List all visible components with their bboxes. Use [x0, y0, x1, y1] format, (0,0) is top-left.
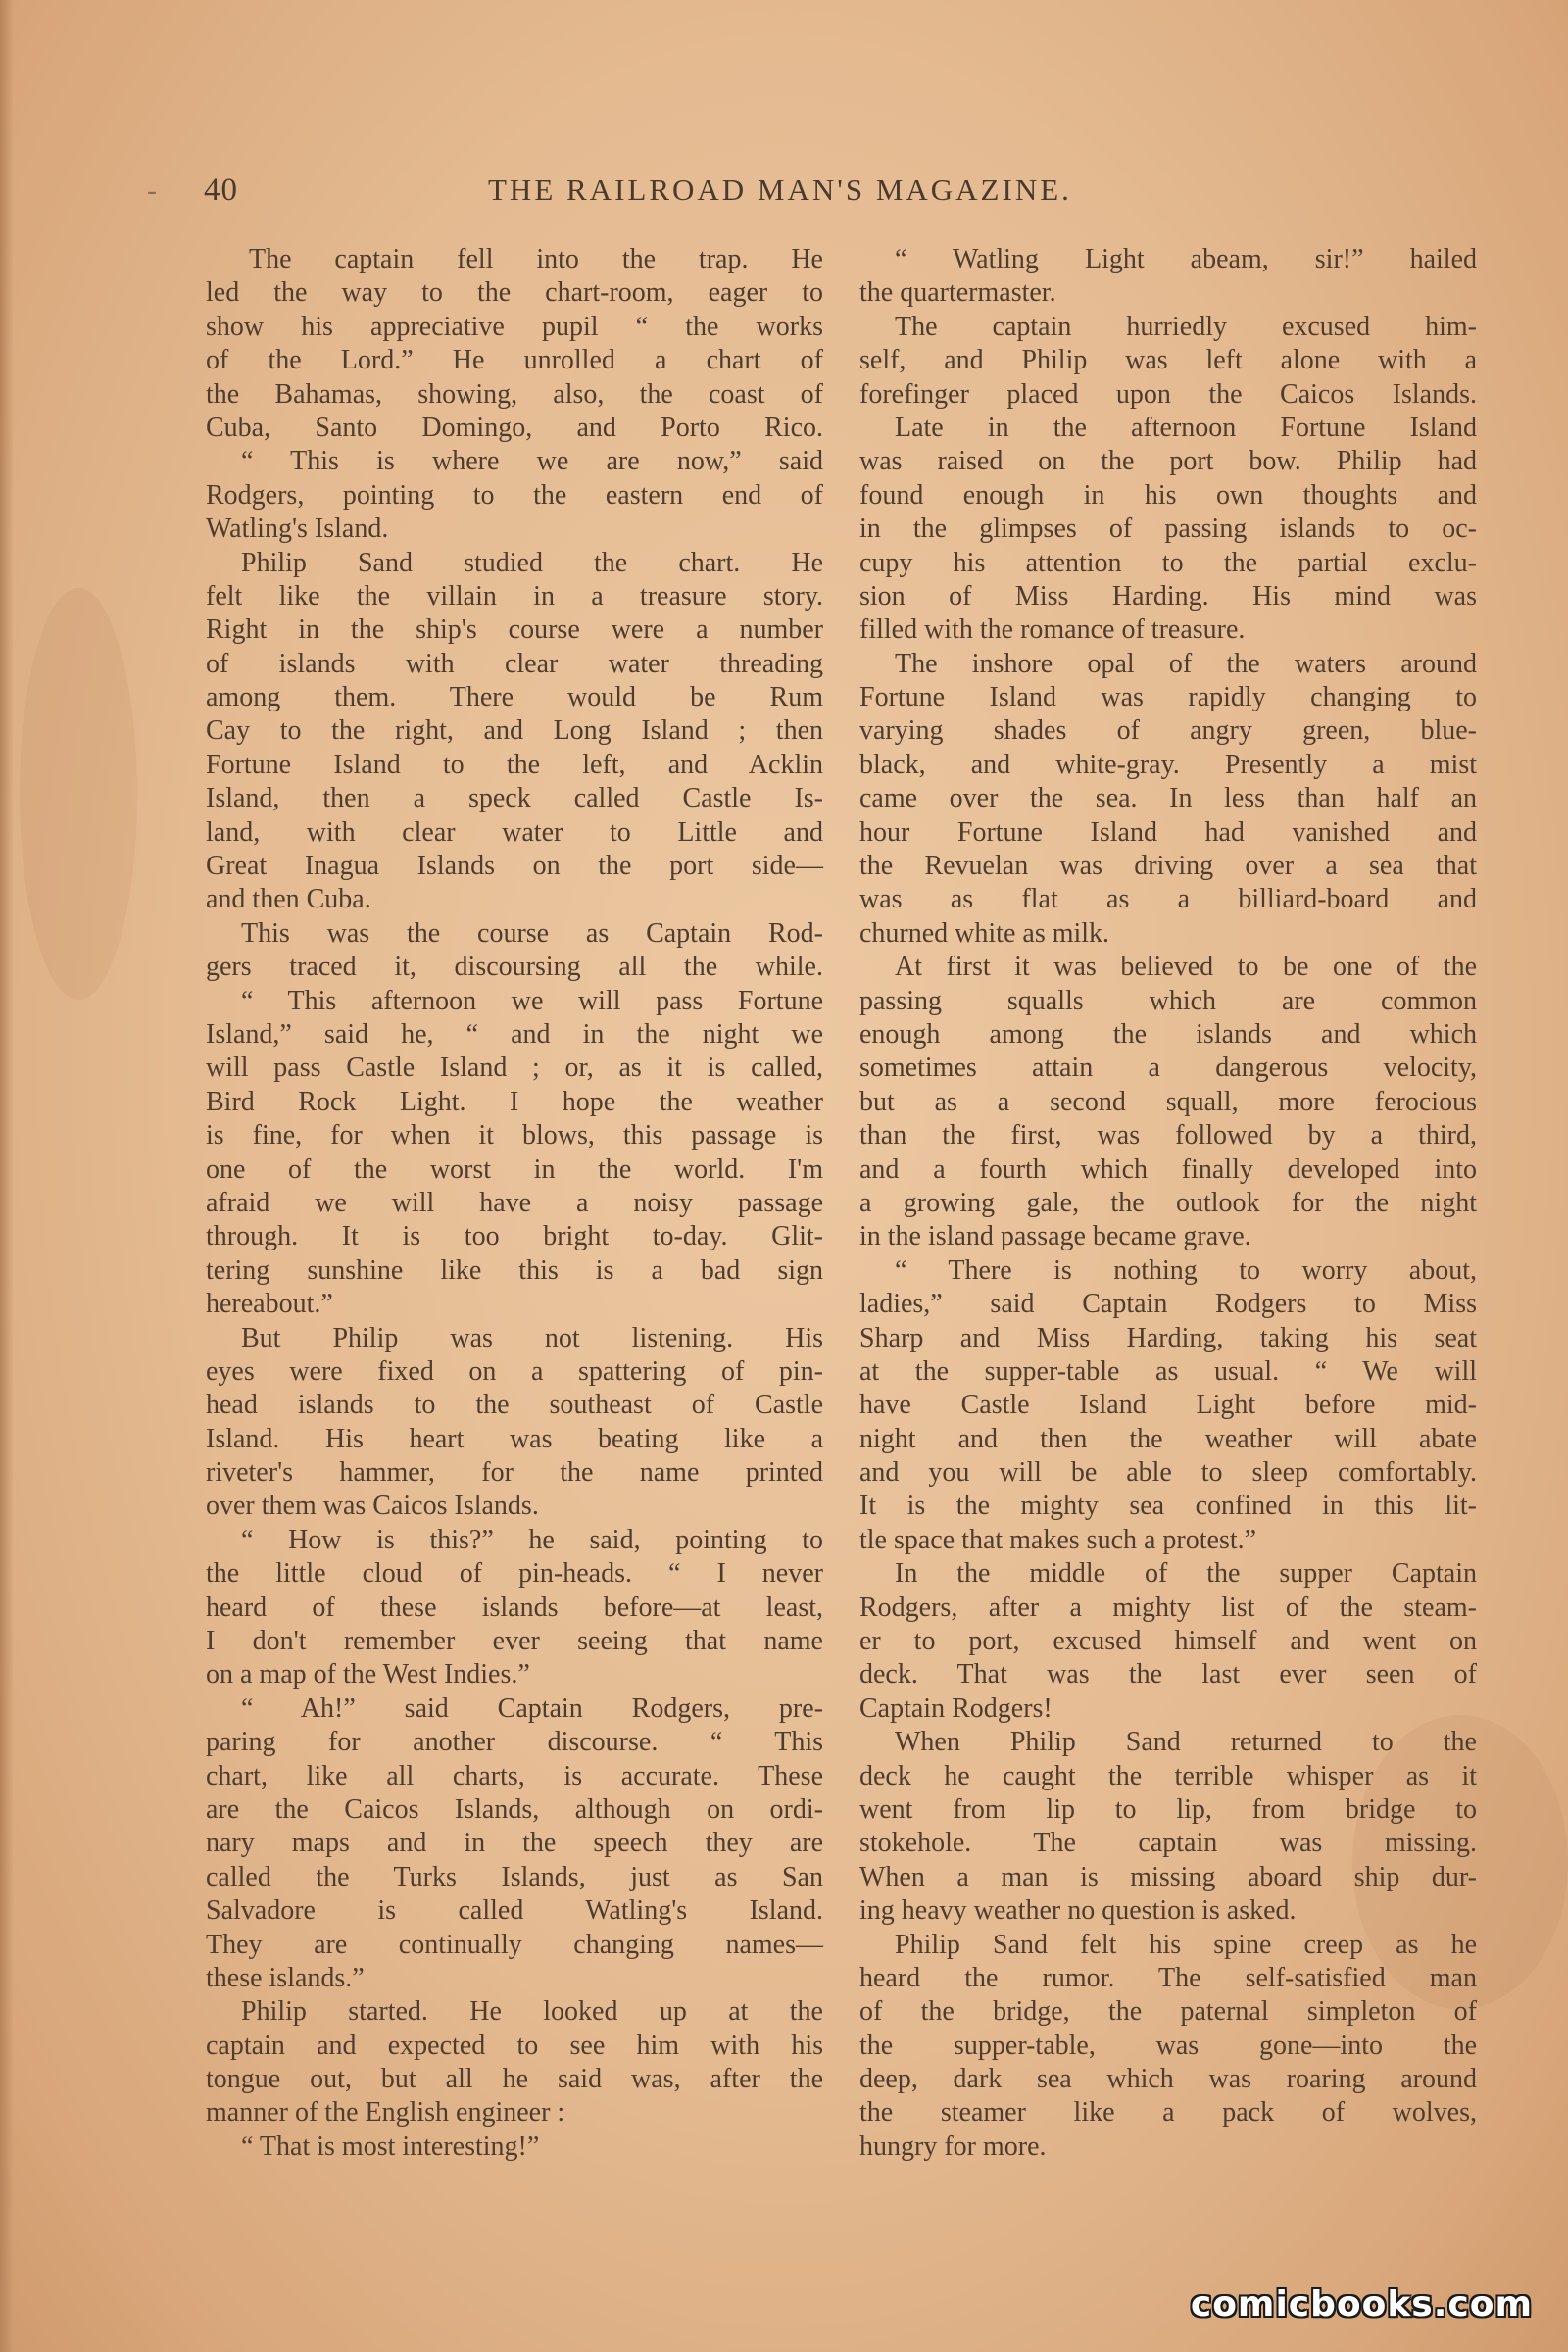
- text-line: “ This afternoon we will pass Fortune: [241, 985, 823, 1016]
- text-line: went from lip to lip, from bridge to: [859, 1793, 1477, 1825]
- text-column-left: [206, 243, 823, 2164]
- text-line: in the glimpses of passing islands to oc-: [859, 514, 1477, 545]
- text-line: heard of these islands before—at least,: [206, 1592, 823, 1623]
- text-line: through. It is too bright to-day. Glit-: [206, 1221, 823, 1252]
- text-line: filled with the romance of treasure.: [859, 614, 1246, 646]
- text-line: found enough in his own thoughts and: [859, 479, 1477, 511]
- text-line: the Revuelan was driving over a sea that: [859, 851, 1477, 882]
- text-line: of islands with clear water threading: [206, 648, 823, 679]
- text-line: gers traced it, discoursing all the while.: [206, 952, 823, 983]
- text-line: When a man is missing aboard ship dur-: [859, 1861, 1477, 1892]
- text-line: forefinger placed upon the Caicos Islands.: [859, 378, 1477, 410]
- text-line: The inshore opal of the waters around: [895, 648, 1477, 679]
- page-binding-edge: [0, 0, 14, 2352]
- text-line: Rodgers, pointing to the eastern end of: [206, 479, 823, 511]
- text-line: “ There is nothing to worry about,: [895, 1254, 1477, 1286]
- text-line: cupy his attention to the partial exclu-: [859, 547, 1477, 578]
- text-line: Fortune Island was rapidly changing to: [859, 682, 1477, 713]
- text-line: It is the mighty sea confined in this lit-: [859, 1491, 1477, 1522]
- text-line: Rodgers, after a mighty list of the steam-: [859, 1592, 1477, 1623]
- text-line: manner of the English engineer :: [206, 2097, 565, 2129]
- text-line: tongue out, but all he said was, after the: [206, 2064, 823, 2095]
- text-line: eyes were fixed on a spattering of pin-: [206, 1355, 823, 1387]
- text-line: black, and white-gray. Presently a mist: [859, 749, 1477, 780]
- text-line: of the Lord.” He unrolled a chart of: [206, 345, 823, 376]
- text-line: Cay to the right, and Long Island ; then: [206, 715, 823, 747]
- text-line: Watling's Island.: [206, 514, 389, 545]
- text-line: in the island passage became grave.: [859, 1221, 1251, 1252]
- watermark-logo: comicbooks.com: [1190, 2284, 1533, 2325]
- text-line: will pass Castle Island ; or, as it is called,: [206, 1053, 823, 1084]
- text-line: have Castle Island Light before mid-: [859, 1390, 1477, 1421]
- text-line: “ Ah!” said Captain Rodgers, pre-: [241, 1692, 823, 1724]
- text-line: one of the worst in the world. I'm: [206, 1153, 823, 1185]
- text-line: deck. That was the last ever seen of: [859, 1659, 1477, 1690]
- text-line: This was the course as Captain Rod-: [241, 917, 823, 949]
- text-line: hungry for more.: [859, 2131, 1047, 2162]
- text-line: and then Cuba.: [206, 884, 371, 915]
- text-line: ladies,” said Captain Rodgers to Miss: [859, 1289, 1477, 1320]
- text-line: sion of Miss Harding. His mind was: [859, 580, 1477, 612]
- text-line: I don't remember ever seeing that name: [206, 1626, 823, 1657]
- text-line: was as flat as a billiard-board and: [859, 884, 1477, 915]
- text-line: Bird Rock Light. I hope the weather: [206, 1086, 823, 1117]
- text-line: the quartermaster.: [859, 277, 1056, 309]
- text-line: the steamer like a pack of wolves,: [859, 2097, 1477, 2129]
- text-line: a growing gale, the outlook for the night: [859, 1187, 1477, 1218]
- text-column-right: [859, 243, 1477, 2164]
- text-line: They are continually changing names—: [206, 1929, 823, 1960]
- text-line: but as a second squall, more ferocious: [859, 1086, 1477, 1117]
- text-line: heard the rumor. The self-satisfied man: [859, 1962, 1477, 1993]
- header-dash: -: [147, 174, 157, 207]
- text-line: and a fourth which finally developed into: [859, 1153, 1477, 1185]
- text-line: land, with clear water to Little and: [206, 816, 823, 848]
- text-line: At first it was believed to be one of the: [895, 952, 1477, 983]
- text-line: than the first, was followed by a third,: [859, 1120, 1477, 1152]
- text-line: Cuba, Santo Domingo, and Porto Rico.: [206, 412, 823, 443]
- text-line: self, and Philip was left alone with a: [859, 345, 1477, 376]
- text-line: head islands to the southeast of Castle: [206, 1390, 823, 1421]
- text-line: paring for another discourse. “ This: [206, 1727, 823, 1758]
- text-line: Late in the afternoon Fortune Island: [895, 412, 1477, 443]
- text-line: among them. There would be Rum: [206, 682, 823, 713]
- text-line: “ This is where we are now,” said: [241, 446, 823, 477]
- text-line: Great Inagua Islands on the port side—: [206, 851, 823, 882]
- text-line: sometimes attain a dangerous velocity,: [859, 1053, 1477, 1084]
- text-line: tering sunshine like this is a bad sign: [206, 1254, 823, 1286]
- text-line: Philip started. He looked up at the: [241, 1996, 823, 2028]
- text-line: felt like the villain in a treasure story.: [206, 580, 823, 612]
- text-line: The captain fell into the trap. He: [249, 244, 823, 274]
- text-line: Philip Sand felt his spine creep as he: [895, 1929, 1477, 1960]
- text-line: came over the sea. In less than half an: [859, 783, 1477, 814]
- text-line: “ How is this?” he said, pointing to: [241, 1524, 823, 1555]
- text-line: hour Fortune Island had vanished and: [859, 816, 1477, 848]
- text-line: these islands.”: [206, 1962, 365, 1993]
- text-line: Island. His heart was beating like a: [206, 1423, 823, 1454]
- text-line: tle space that makes such a protest.”: [859, 1524, 1257, 1555]
- page-header: [147, 172, 1421, 216]
- text-line: The captain hurriedly excused him-: [895, 311, 1477, 342]
- text-line: of the bridge, the paternal simpleton of: [859, 1996, 1477, 2028]
- text-line: was raised on the port bow. Philip had: [859, 446, 1477, 477]
- text-line: show his appreciative pupil “ the works: [206, 311, 823, 342]
- text-line: ing heavy weather no question is asked.: [859, 1895, 1297, 1927]
- text-line: and you will be able to sleep comfortably.: [859, 1457, 1477, 1489]
- text-line: enough among the islands and which: [859, 1018, 1477, 1050]
- text-line: is fine, for when it blows, this passage is: [206, 1120, 823, 1152]
- text-line: Captain Rodgers!: [859, 1692, 1053, 1724]
- text-line: When Philip Sand returned to the: [895, 1727, 1477, 1758]
- text-line: afraid we will have a noisy passage: [206, 1187, 823, 1218]
- text-line: hereabout.”: [206, 1289, 333, 1320]
- text-line: over them was Caicos Islands.: [206, 1491, 539, 1522]
- text-line: Island, then a speck called Castle Is-: [206, 783, 823, 814]
- running-title: THE RAILROAD MAN'S MAGAZINE.: [488, 172, 1072, 207]
- text-line: Right in the ship's course were a number: [206, 614, 823, 646]
- text-line: called the Turks Islands, just as San: [206, 1861, 823, 1892]
- text-line: nary maps and in the speech they are: [206, 1828, 823, 1859]
- text-line: er to port, excused himself and went on: [859, 1626, 1477, 1657]
- text-line: chart, like all charts, is accurate. These: [206, 1760, 823, 1791]
- text-line: Fortune Island to the left, and Acklin: [206, 749, 823, 780]
- text-line: churned white as milk.: [859, 917, 1110, 949]
- text-line: at the supper-table as usual. “ We will: [859, 1355, 1477, 1387]
- text-line: captain and expected to see him with his: [206, 2030, 823, 2061]
- text-line: Island,” said he, “ and in the night we: [206, 1018, 823, 1050]
- text-line: are the Caicos Islands, although on ordi-: [206, 1793, 823, 1825]
- text-line: “ That is most interesting!”: [241, 2131, 540, 2162]
- paper-stain: [20, 588, 137, 1000]
- text-line: But Philip was not listening. His: [241, 1322, 823, 1353]
- text-line: stokehole. The captain was missing.: [859, 1828, 1477, 1859]
- page-number: 40: [204, 172, 238, 208]
- text-line: varying shades of angry green, blue-: [859, 715, 1477, 747]
- text-line: deck he caught the terrible whisper as it: [859, 1760, 1477, 1791]
- text-line: led the way to the chart-room, eager to: [206, 277, 823, 309]
- text-line: night and then the weather will abate: [859, 1423, 1477, 1454]
- text-line: the supper-table, was gone—into the: [859, 2030, 1477, 2061]
- text-line: the little cloud of pin-heads. “ I never: [206, 1558, 823, 1590]
- text-line: deep, dark sea which was roaring around: [859, 2064, 1477, 2095]
- text-line: the Bahamas, showing, also, the coast of: [206, 378, 823, 410]
- text-line: Sharp and Miss Harding, taking his seat: [859, 1322, 1477, 1353]
- text-line: on a map of the West Indies.”: [206, 1659, 530, 1690]
- text-line: riveter's hammer, for the name printed: [206, 1457, 823, 1489]
- text-line: “ Watling Light abeam, sir!” hailed: [895, 244, 1477, 274]
- text-line: Philip Sand studied the chart. He: [241, 547, 823, 578]
- text-line: In the middle of the supper Captain: [895, 1558, 1477, 1590]
- text-line: Salvadore is called Watling's Island.: [206, 1895, 823, 1927]
- text-line: passing squalls which are common: [859, 985, 1477, 1016]
